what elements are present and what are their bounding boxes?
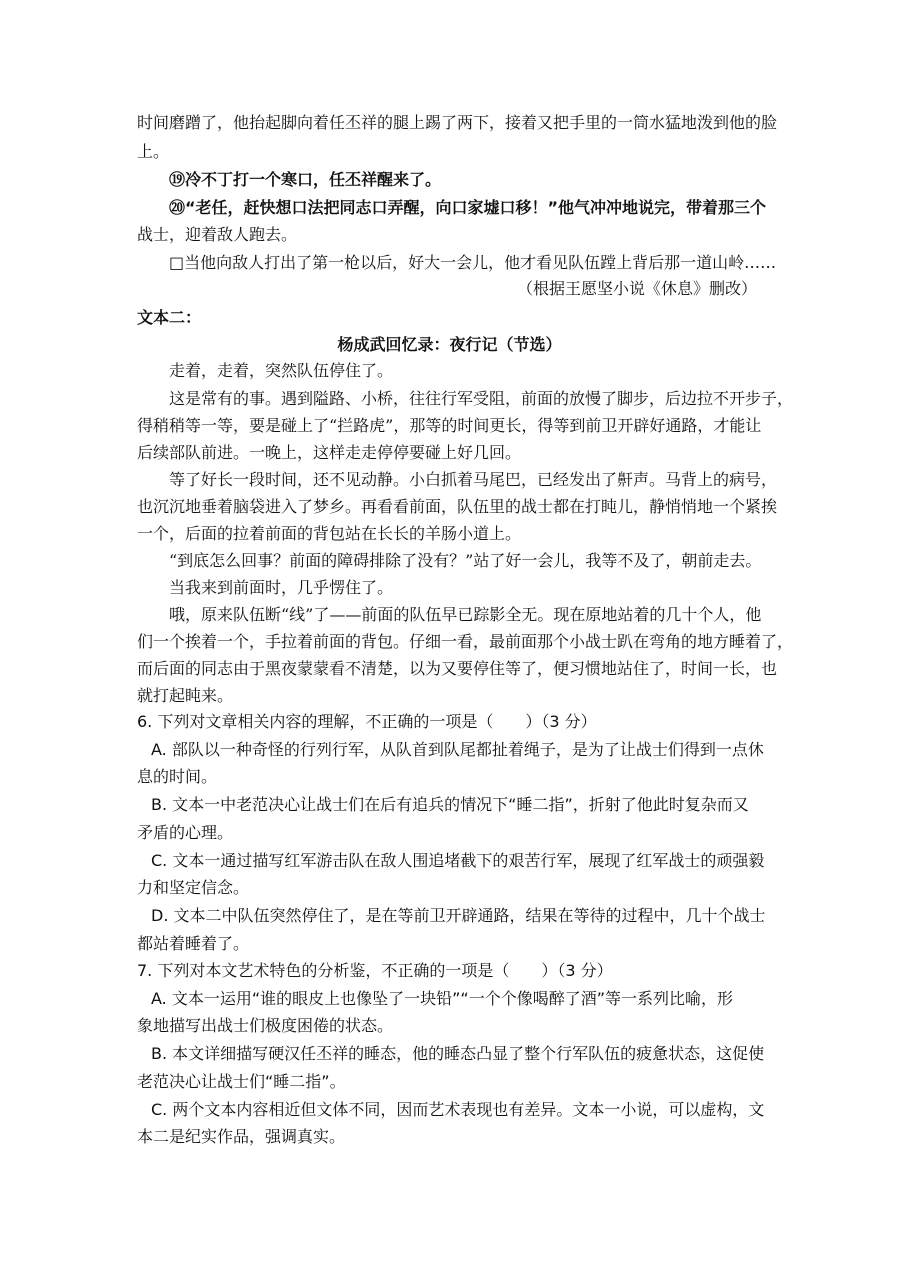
question-7-option-a: A. 文本一运用“谁的眼皮上也像坠了一块铅”“一个个像喝醉了酒”等一系列比喻，形 — [151, 989, 733, 1008]
paragraph-19: ⑲冷不丁打一个寒口，任丕祥醒来了。 — [169, 170, 442, 189]
question-7-option-a: 象地描写出战士们极度困倦的状态。 — [137, 1016, 394, 1035]
text-one-line: 上。 — [137, 142, 170, 161]
question-6-option-c: 力和坚定信念。 — [137, 878, 250, 897]
text-two-p3: 等了好长一段时间，还不见动静。小白抓着马尾巴，已经发出了鼾声。马背上的病号， — [169, 470, 778, 489]
text-two-p5: 当我来到前面时，几乎愣住了。 — [169, 578, 394, 597]
question-6-option-b: 矛盾的心理。 — [137, 823, 234, 842]
text-two-p3: 也沉沉地垂着脑袋进入了梦乡。再看看前面，队伍里的战士都在打盹儿，静悄悄地一个紧挨 — [137, 497, 778, 516]
question-6-option-d: D. 文本二中队伍突然停住了，是在等前卫开辟通路，结果在等待的过程中，几十个战士 — [151, 906, 766, 925]
text-two-p3: 一个，后面的拉着前面的背包站在长长的羊肠小道上。 — [137, 524, 522, 543]
question-7-option-b: 老范决心让战士们“睡二指”。 — [137, 1072, 346, 1091]
question-7-option-c: C. 两个文本内容相近但文体不同，因而艺术表现也有差异。文本一小说，可以虚构，文 — [151, 1100, 765, 1119]
paragraph-21: □当他向敌人打出了第一枪以后，好大一会儿，他才看见队伍蹚上背后那一道山岭…… — [169, 253, 777, 272]
text-two-p6: 们一个挨着一个，手拉着前面的背包。仔细一看，最前面那个小战士趴在弯角的地方睡着了， — [137, 632, 794, 651]
text-two-heading: 文本二： — [137, 308, 202, 327]
text-two-title: 杨成武回忆录：夜行记（节选） — [337, 335, 562, 354]
question-6-option-b: B. 文本一中老范决心让战士们在后有追兵的情况下“睡二指”，折射了他此时复杂而又 — [151, 795, 749, 814]
text-one-line: 时间磨蹭了，他抬起脚向着任丕祥的腿上踢了两下，接着又把手里的一筒水猛地泼到他的脸 — [137, 113, 778, 132]
text-two-p2: 后续部队前进。一晚上，这样走走停停要碰上好几回。 — [137, 443, 522, 462]
text-two-p6: 哦，原来队伍断“线”了——前面的队伍早已踪影全无。现在原地站着的几十个人，他 — [169, 605, 762, 624]
question-7-stem: 7. 下列对本文艺术特色的分析鉴，不正确的一项是（ ）（3 分） — [137, 961, 613, 980]
question-6-option-d: 都站着睡着了。 — [137, 934, 250, 953]
paragraph-20-cont: 战士，迎着敌人跑去。 — [137, 225, 298, 244]
question-6-option-c: C. 文本一通过描写红军游击队在敌人围追堵截下的艰苦行军，展现了红军战士的顽强毅 — [151, 851, 765, 870]
question-7-option-c: 本二是纪实作品，强调真实。 — [137, 1127, 346, 1146]
text-two-p4: “到底怎么回事？前面的障碍排除了没有？”站了好一会儿，我等不及了，朝前走去。 — [169, 551, 762, 570]
question-6-option-a: A. 部队以一种奇怪的行列行军，从队首到队尾都扯着绳子，是为了让战士们得到一点休 — [151, 740, 764, 759]
paragraph-20 — [169, 196, 769, 222]
text-two-p2: 得稍稍等一等，要是碰上了“拦路虎”，那等的时间更长，得等到前卫开辟好通路，才能让 — [137, 416, 762, 435]
text-two-p2: 这是常有的事。遇到隘路、小桥，往往行军受阻，前面的放慢了脚步，后边拉不开步子， — [169, 389, 794, 408]
text-two-p1: 走着，走着，突然队伍停住了。 — [169, 361, 394, 380]
question-7-option-b: B. 本文详细描写硬汉任丕祥的睡态，他的睡态凸显了整个行军队伍的疲惫状态，这促使 — [151, 1044, 765, 1063]
paragraph-20-quote: ⑳“老任，赶快想口法把同志口弄醒，向口家墟口移！”他气冲冲地说完，带着那三个 — [169, 198, 767, 217]
text-two-p6: 而后面的同志由于黑夜蒙蒙看不清楚，以为又要停住等了，便习惯地站住了，时间一长，也 — [137, 659, 778, 678]
text-two-p6: 就打起盹来。 — [137, 686, 234, 705]
source-note: （根据王愿坚小说《休息》删改） — [516, 279, 757, 298]
question-6-stem: 6. 下列对文章相关内容的理解，不正确的一项是（ ）（3 分） — [137, 712, 597, 731]
question-6-option-a: 息的时间。 — [137, 767, 218, 786]
